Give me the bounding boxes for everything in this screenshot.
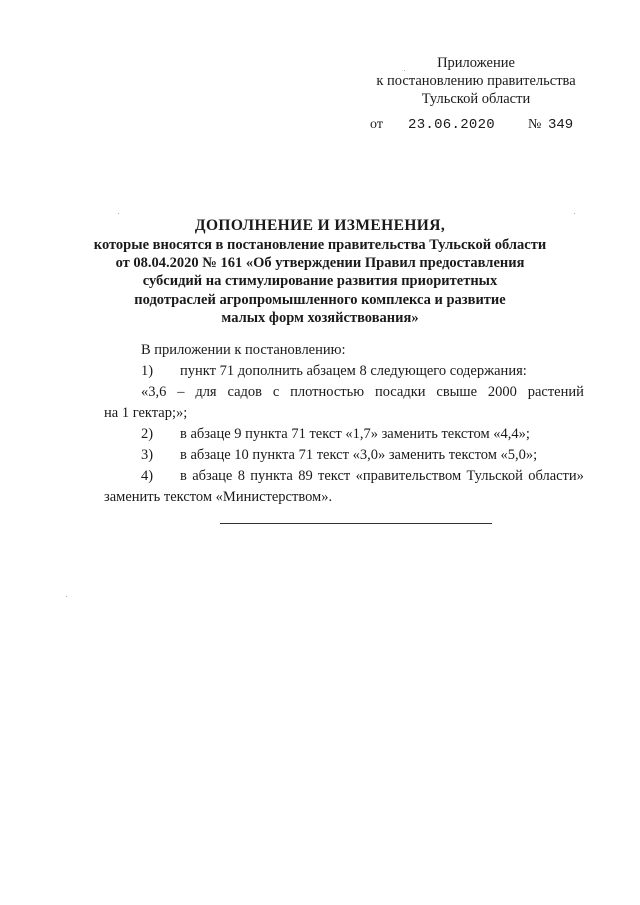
title-sub-line-3: субсидий на стимулирование развития приоритетных [142,273,498,290]
item-1 [104,361,584,382]
quote-word: плотностью [290,384,365,400]
item-4-word: текст [318,468,351,484]
item-3-number: 3) [141,447,154,463]
item-4-word: «правительством [355,468,462,484]
quote-word: свыше [436,384,478,400]
title-sub-line-4: подотраслей агропромышленного комплекса и развитие [134,291,506,308]
order-number: 349 [548,117,574,133]
appendix-line-3: Тульской области [421,91,531,107]
quote-word: посадки [374,384,426,400]
item-4-word: абзаце [192,468,233,484]
item-4-word: 89 [298,468,313,484]
title-sub-line-1: которые вносятся в постановление правительства Тульской области [93,237,547,253]
item-4-continuation: заменить текстом «Министерством». [104,489,333,505]
closing-divider [220,523,492,524]
title-main: ДОПОЛНЕНИЕ И ИЗМЕНЕНИЯ, [194,217,446,234]
title-sub-line-2: от 08.04.2020 № 161 «Об утверждении Правил предоставления [115,255,525,272]
item-4-number: 4) [141,468,154,484]
order-from-label: от [370,117,383,132]
scan-speck [574,213,575,214]
quote-word: для [195,384,217,400]
document-body [104,340,584,508]
intro-paragraph: В приложении к постановлению: [141,342,346,358]
quote-word: – [177,384,185,400]
quote-line [104,382,584,403]
appendix-line-1: Приложение [437,55,515,71]
scan-speck [404,70,405,71]
item-4-word: области» [528,468,584,484]
order-date: 23.06.2020 [408,117,496,133]
quote-continuation: на 1 гектар;»; [104,405,188,421]
item-4-word: 8 [237,468,245,484]
item-1-text: пункт 71 дополнить абзацем 8 следующего содержания: [180,363,527,379]
order-number-label: № [528,117,542,132]
item-1-number: 1) [141,363,154,379]
item-2-text: в абзаце 9 пункта 71 текст «1,7» заменить текстом «4,4»; [180,426,530,442]
quote-word: 2000 [487,384,517,400]
item-4-word: в [180,468,187,484]
item-4-word: пункта [250,468,293,484]
appendix-line-2: к постановлению правительства [376,73,576,89]
document-title [60,216,580,327]
quote-word: с [272,384,280,400]
quote-word: садов [227,384,262,400]
item-3-text: в абзаце 10 пункта 71 текст «3,0» заменить текстом «5,0»; [180,447,538,463]
title-sub-line-5: малых форм хозяйствования» [221,309,419,326]
appendix-header [360,54,592,108]
quote-word: «3,6 [141,384,167,400]
item-4 [104,466,584,487]
item-3 [104,445,584,466]
item-2 [104,424,584,445]
item-4-word: Тульской [466,468,523,484]
scan-speck [66,596,67,597]
item-4-words [180,466,584,487]
item-2-number: 2) [141,426,154,442]
quote-word: растений [527,384,584,400]
scan-speck [118,213,119,214]
